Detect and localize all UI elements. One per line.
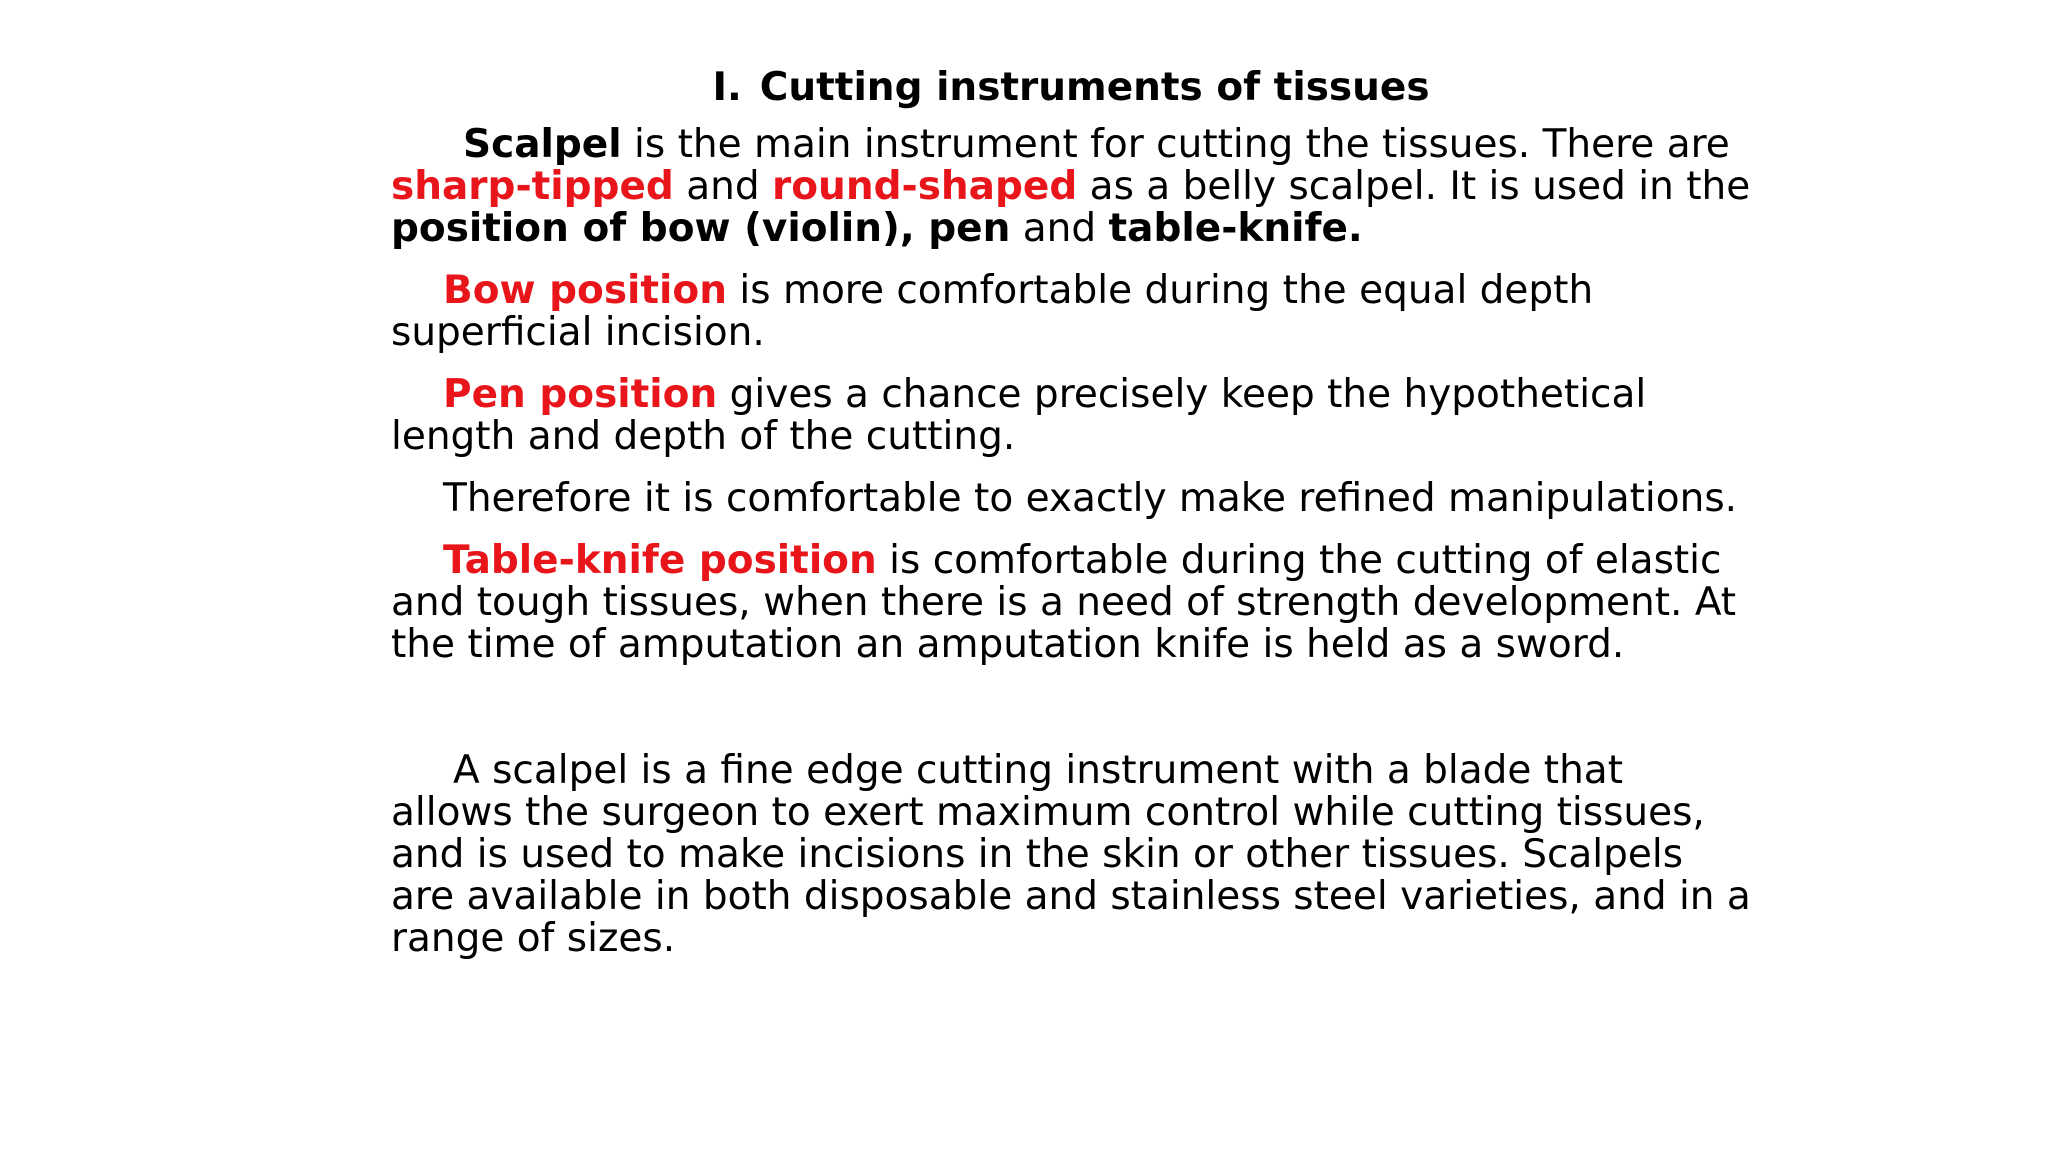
term-sharp-tipped: sharp-tipped xyxy=(391,164,674,209)
text-span: and xyxy=(673,164,773,209)
term-round-shaped: round-shaped xyxy=(772,164,1078,209)
paragraph-scalpel-definition xyxy=(391,750,1751,960)
text-span: and xyxy=(1010,206,1109,251)
paragraph-table-knife-position xyxy=(391,540,1751,666)
paragraph-refined-manipulations xyxy=(391,478,1751,520)
title-text: Cutting instruments of tissues xyxy=(759,65,1430,110)
term-scalpel: Scalpel xyxy=(463,122,622,167)
term-positions: position of bow (violin), pen xyxy=(391,206,1011,251)
paragraph-pen-position xyxy=(391,374,1751,458)
text-span: as a belly scalpel. It is used in the xyxy=(1077,164,1751,209)
text-span: gives a chance precisely keep the hypothetical length and depth of the cutting. xyxy=(391,372,1647,459)
term-bow-position: Bow position xyxy=(443,268,727,313)
title-number: I. xyxy=(712,65,742,110)
paragraph-scalpel-intro xyxy=(391,124,1751,250)
text-span: Therefore it is comfortable to exactly make refined manipulations. xyxy=(443,476,1738,521)
slide-content xyxy=(391,62,1751,980)
term-table-knife: table-knife. xyxy=(1108,206,1363,251)
text-span: is comfortable during the cutting of elastic and tough tissues, when there is a need of strength development. At the time of amputation an amputation knife is held as a sword. xyxy=(391,538,1737,667)
text-span: A scalpel is a fine edge cutting instrument with a blade that allows the surgeon to exert maximum control while cutting tissues, and is used to make incisions in the skin or other tissues. Scalpels are available in both disposable and stainless steel varieties, and in a range of sizes. xyxy=(391,748,1751,961)
text-span: is the main instrument for cutting the tissues. There are xyxy=(621,122,1730,167)
slide-title xyxy=(391,62,1751,114)
term-pen-position: Pen position xyxy=(443,372,718,417)
text-span: is more comfortable during the equal depth superficial incision. xyxy=(391,268,1594,355)
paragraph-bow-position xyxy=(391,270,1751,354)
term-table-knife-position: Table-knife position xyxy=(443,538,877,583)
